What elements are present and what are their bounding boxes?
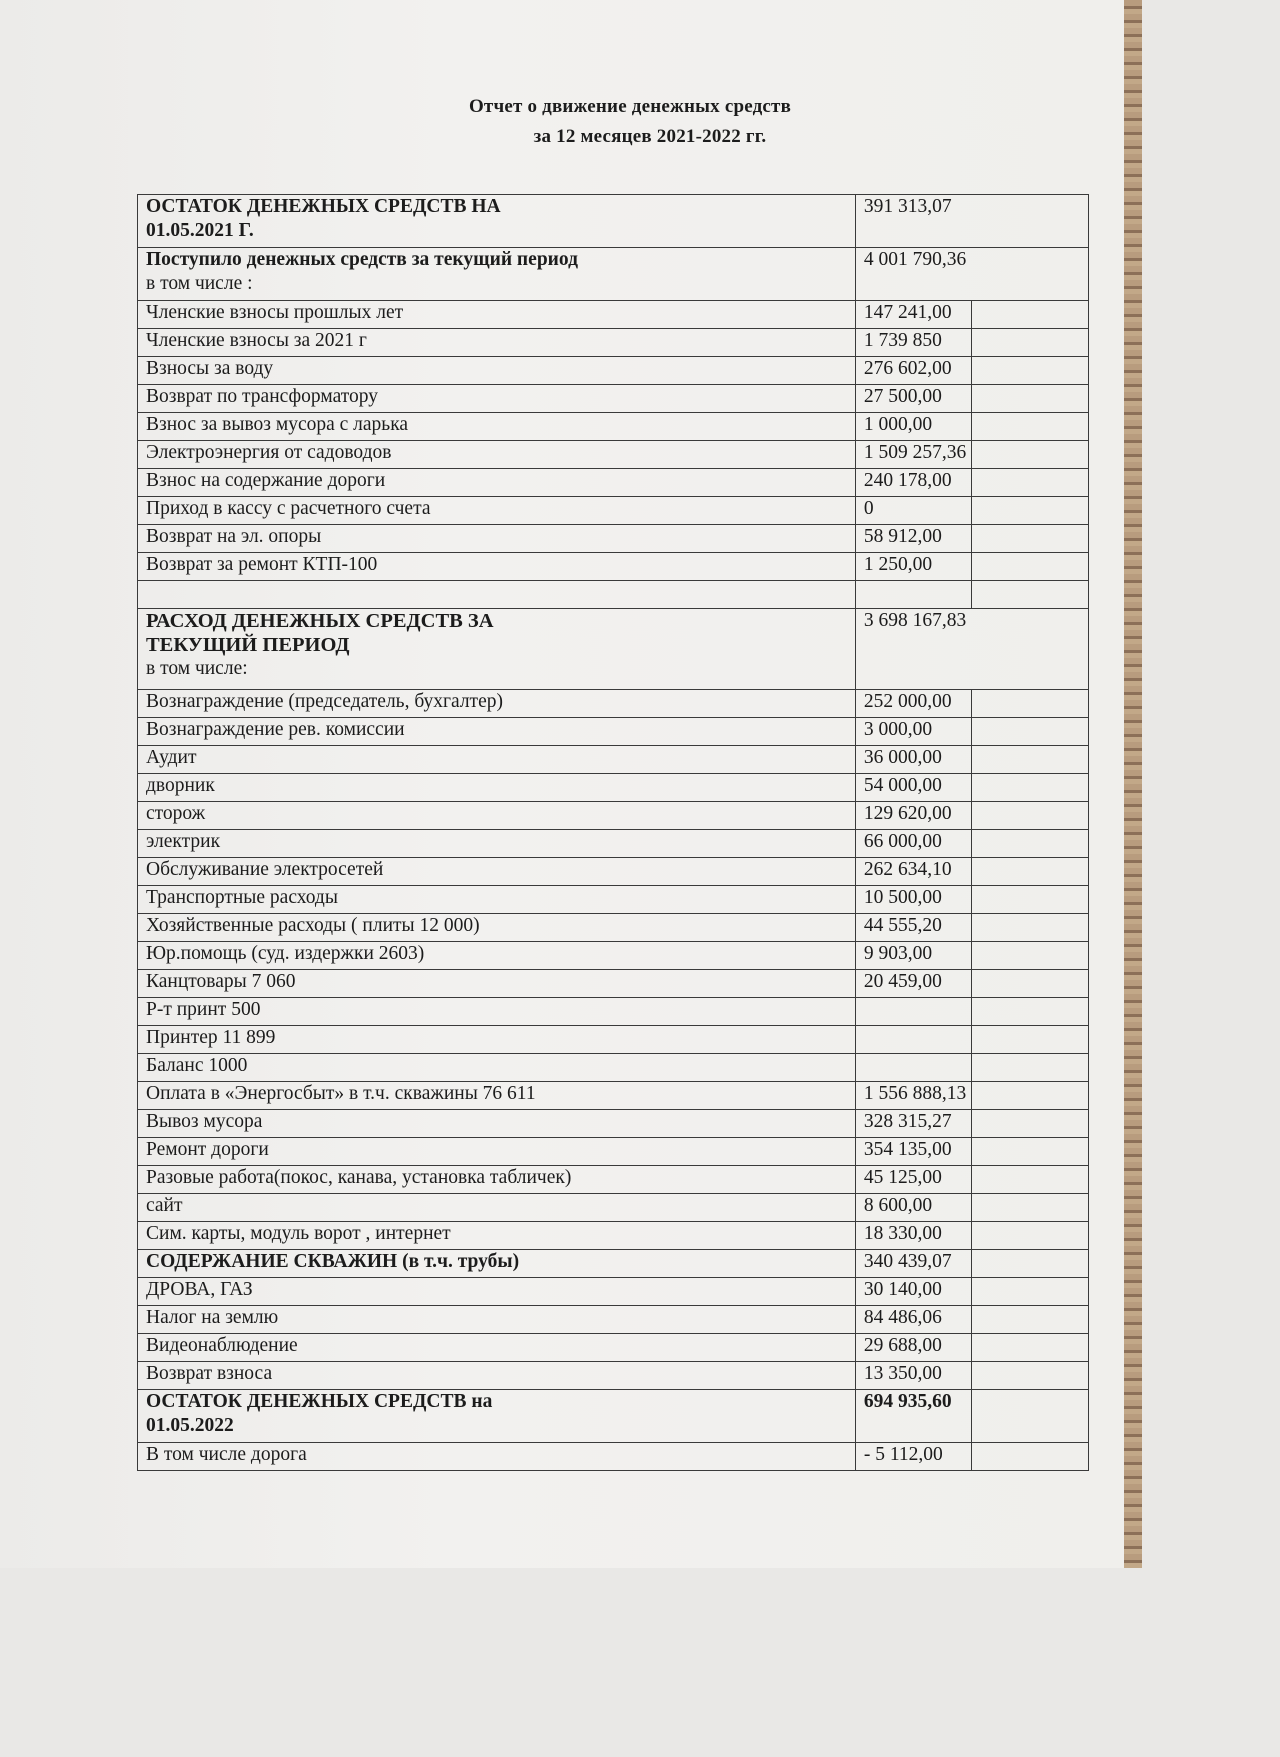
expense-row-label: Аудит (138, 746, 856, 774)
expense-row-value: 13 350,00 (855, 1362, 972, 1390)
road-label: В том числе дорога (138, 1443, 856, 1471)
income-rows (138, 301, 1089, 581)
blank-cell (972, 357, 1089, 385)
expense-row-value: 30 140,00 (855, 1278, 972, 1306)
blank-cell (972, 441, 1089, 469)
expense-row-label: Вывоз мусора (138, 1110, 856, 1138)
income-row-value: 276 602,00 (855, 357, 972, 385)
income-row-label: Взносы за воду (138, 357, 856, 385)
expense-total-value: 3 698 167,83 (855, 609, 1088, 690)
blank-cell (972, 553, 1089, 581)
expense-rows (138, 690, 1089, 1390)
expense-row (138, 1278, 1089, 1306)
expense-row-value: 328 315,27 (855, 1110, 972, 1138)
expense-row-value: 354 135,00 (855, 1138, 972, 1166)
income-row (138, 525, 1089, 553)
expense-row-value: 262 634,10 (855, 858, 972, 886)
expense-row-label: Разовые работа(покос, канава, установка табличек) (138, 1166, 856, 1194)
expense-row-value: 84 486,06 (855, 1306, 972, 1334)
expense-row-value: 3 000,00 (855, 718, 972, 746)
expense-row (138, 858, 1089, 886)
expense-row-value: 252 000,00 (855, 690, 972, 718)
blank-cell (972, 1390, 1089, 1443)
expense-row-label: Вознаграждение (председатель, бухгалтер) (138, 690, 856, 718)
closing-balance-value: 694 935,60 (855, 1390, 972, 1443)
closing-balance-label: ОСТАТОК ДЕНЕЖНЫХ СРЕДСТВ на 01.05.2022 (138, 1390, 856, 1443)
income-row (138, 329, 1089, 357)
income-row-label: Членские взносы прошлых лет (138, 301, 856, 329)
opening-balance-label: ОСТАТОК ДЕНЕЖНЫХ СРЕДСТВ НА 01.05.2021 Г. (138, 195, 856, 248)
blank-cell (972, 830, 1089, 858)
opening-balance-row (138, 195, 1089, 248)
blank-cell (972, 886, 1089, 914)
income-total-value: 4 001 790,36 (855, 248, 1088, 301)
expense-row (138, 1250, 1089, 1278)
expense-row (138, 1110, 1089, 1138)
income-row (138, 413, 1089, 441)
expense-row-label-bold: СОДЕРЖАНИЕ СКВАЖИН (146, 1251, 398, 1272)
expense-row-value: 20 459,00 (855, 970, 972, 998)
expense-row-label: Налог на землю (138, 1306, 856, 1334)
title-line-1: Отчет о движение денежных средств (468, 96, 792, 117)
expense-row (138, 774, 1089, 802)
expense-row-value (855, 1054, 972, 1082)
cardboard-edge (1124, 0, 1142, 1568)
road-row (138, 1443, 1089, 1471)
expense-row-label: Канцтовары 7 060 (138, 970, 856, 998)
report-title (300, 92, 960, 152)
expense-row-label: Р-т принт 500 (138, 998, 856, 1026)
blank-cell (972, 914, 1089, 942)
blank-cell (972, 1026, 1089, 1054)
expense-row-value: 129 620,00 (855, 802, 972, 830)
expense-row-value (855, 1026, 972, 1054)
expense-row-value: 36 000,00 (855, 746, 972, 774)
expense-row-value: 9 903,00 (855, 942, 972, 970)
expense-row-value: 29 688,00 (855, 1334, 972, 1362)
expense-row-label-rest: (в т.ч. трубы) (397, 1251, 520, 1272)
spacer-cell (855, 581, 972, 609)
expense-row (138, 718, 1089, 746)
expense-row-label: дворник (138, 774, 856, 802)
expense-row-value (855, 998, 972, 1026)
blank-cell (972, 1278, 1089, 1306)
income-row-label: Возврат за ремонт КТП-100 (138, 553, 856, 581)
income-row-value: 1 000,00 (855, 413, 972, 441)
income-row-value: 58 912,00 (855, 525, 972, 553)
expense-row-label: Обслуживание электросетей (138, 858, 856, 886)
blank-cell (972, 942, 1089, 970)
expense-row-value: 44 555,20 (855, 914, 972, 942)
income-row-value: 1 250,00 (855, 553, 972, 581)
expense-row-label: Баланс 1000 (138, 1054, 856, 1082)
opening-balance-value: 391 313,07 (855, 195, 1088, 248)
blank-cell (972, 1166, 1089, 1194)
income-header-row (138, 248, 1089, 301)
expense-header-label: РАСХОД ДЕНЕЖНЫХ СРЕДСТВ ЗА ТЕКУЩИЙ ПЕРИОД в том числе: (138, 609, 856, 690)
expense-row-value: 340 439,07 (855, 1250, 972, 1278)
income-row (138, 357, 1089, 385)
expense-row-label: электрик (138, 830, 856, 858)
expense-row (138, 1222, 1089, 1250)
expense-row (138, 1306, 1089, 1334)
income-row-label: Возврат по трансформатору (138, 385, 856, 413)
income-row-value: 147 241,00 (855, 301, 972, 329)
income-row (138, 385, 1089, 413)
expense-row (138, 942, 1089, 970)
income-row-value: 0 (855, 497, 972, 525)
income-row-value: 27 500,00 (855, 385, 972, 413)
blank-cell (972, 1194, 1089, 1222)
blank-cell (972, 1110, 1089, 1138)
expense-row-value: 54 000,00 (855, 774, 972, 802)
expense-row (138, 690, 1089, 718)
expense-row (138, 970, 1089, 998)
expense-row (138, 1334, 1089, 1362)
expense-row-label: Возврат взноса (138, 1362, 856, 1390)
income-row-value: 240 178,00 (855, 469, 972, 497)
blank-cell (972, 329, 1089, 357)
income-header-label: Поступило денежных средств за текущий период в том числе : (138, 248, 856, 301)
expense-row-label: ДРОВА, ГАЗ (138, 1278, 856, 1306)
expense-row-label: Видеонаблюдение (138, 1334, 856, 1362)
income-row-label: Возврат на эл. опоры (138, 525, 856, 553)
income-row-label: Взнос на содержание дороги (138, 469, 856, 497)
expense-row-label: сайт (138, 1194, 856, 1222)
expense-row (138, 1138, 1089, 1166)
blank-cell (972, 385, 1089, 413)
blank-cell (972, 1306, 1089, 1334)
expense-row (138, 1082, 1089, 1110)
blank-cell (972, 690, 1089, 718)
blank-cell (972, 469, 1089, 497)
income-row (138, 553, 1089, 581)
expense-header-row (138, 609, 1089, 690)
expense-row (138, 802, 1089, 830)
expense-row (138, 1194, 1089, 1222)
expense-row-label: Сим. карты, модуль ворот , интернет (138, 1222, 856, 1250)
expense-row-value: 18 330,00 (855, 1222, 972, 1250)
expense-row-label: Ремонт дороги (138, 1138, 856, 1166)
income-row-label: Электроэнергия от садоводов (138, 441, 856, 469)
blank-cell (972, 413, 1089, 441)
expense-row-value: 66 000,00 (855, 830, 972, 858)
blank-cell (972, 1334, 1089, 1362)
expense-row (138, 914, 1089, 942)
expense-row (138, 998, 1089, 1026)
expense-row (138, 1362, 1089, 1390)
income-row-label: Членские взносы за 2021 г (138, 329, 856, 357)
blank-cell (972, 858, 1089, 886)
income-row-value: 1 739 850 (855, 329, 972, 357)
blank-cell (972, 301, 1089, 329)
expense-row (138, 1166, 1089, 1194)
expense-row-value: 8 600,00 (855, 1194, 972, 1222)
blank-cell (972, 1138, 1089, 1166)
blank-cell (972, 497, 1089, 525)
expense-row (138, 1054, 1089, 1082)
expense-row-label: сторож (138, 802, 856, 830)
expense-row-label: Принтер 11 899 (138, 1026, 856, 1054)
blank-cell (972, 1054, 1089, 1082)
income-row-value: 1 509 257,36 (855, 441, 972, 469)
blank-cell (972, 998, 1089, 1026)
expense-row-value: 1 556 888,13 (855, 1082, 972, 1110)
expense-row (138, 746, 1089, 774)
expense-row (138, 830, 1089, 858)
spacer-cell (138, 581, 856, 609)
income-row (138, 441, 1089, 469)
cashflow-table (137, 194, 1089, 1471)
expense-row (138, 886, 1089, 914)
expense-row-label: Юр.помощь (суд. издержки 2603) (138, 942, 856, 970)
blank-cell (972, 1362, 1089, 1390)
income-row-label: Приход в кассу с расчетного счета (138, 497, 856, 525)
expense-row-value: 45 125,00 (855, 1166, 972, 1194)
expense-row-label: Вознаграждение рев. комиссии (138, 718, 856, 746)
spacer-row (138, 581, 1089, 609)
expense-row-value: 10 500,00 (855, 886, 972, 914)
blank-cell (972, 1250, 1089, 1278)
spacer-cell (972, 581, 1089, 609)
expense-row-label: Хозяйственные расходы ( плиты 12 000) (138, 914, 856, 942)
title-line-2: за 12 месяцев 2021-2022 гг. (533, 126, 767, 147)
income-row (138, 497, 1089, 525)
blank-cell (972, 970, 1089, 998)
blank-cell (972, 1222, 1089, 1250)
blank-cell (972, 802, 1089, 830)
blank-cell (972, 774, 1089, 802)
blank-cell (972, 525, 1089, 553)
expense-row-label: Оплата в «Энергосбыт» в т.ч. скважины 76 611 (138, 1082, 856, 1110)
income-row-label: Взнос за вывоз мусора с ларька (138, 413, 856, 441)
blank-cell (972, 1443, 1089, 1471)
expense-row-label: Транспортные расходы (138, 886, 856, 914)
income-row (138, 301, 1089, 329)
blank-cell (972, 746, 1089, 774)
blank-cell (972, 1082, 1089, 1110)
blank-cell (972, 718, 1089, 746)
road-value: - 5 112,00 (855, 1443, 972, 1471)
expense-row-label (138, 1250, 856, 1278)
expense-row (138, 1026, 1089, 1054)
closing-balance-row (138, 1390, 1089, 1443)
income-row (138, 469, 1089, 497)
